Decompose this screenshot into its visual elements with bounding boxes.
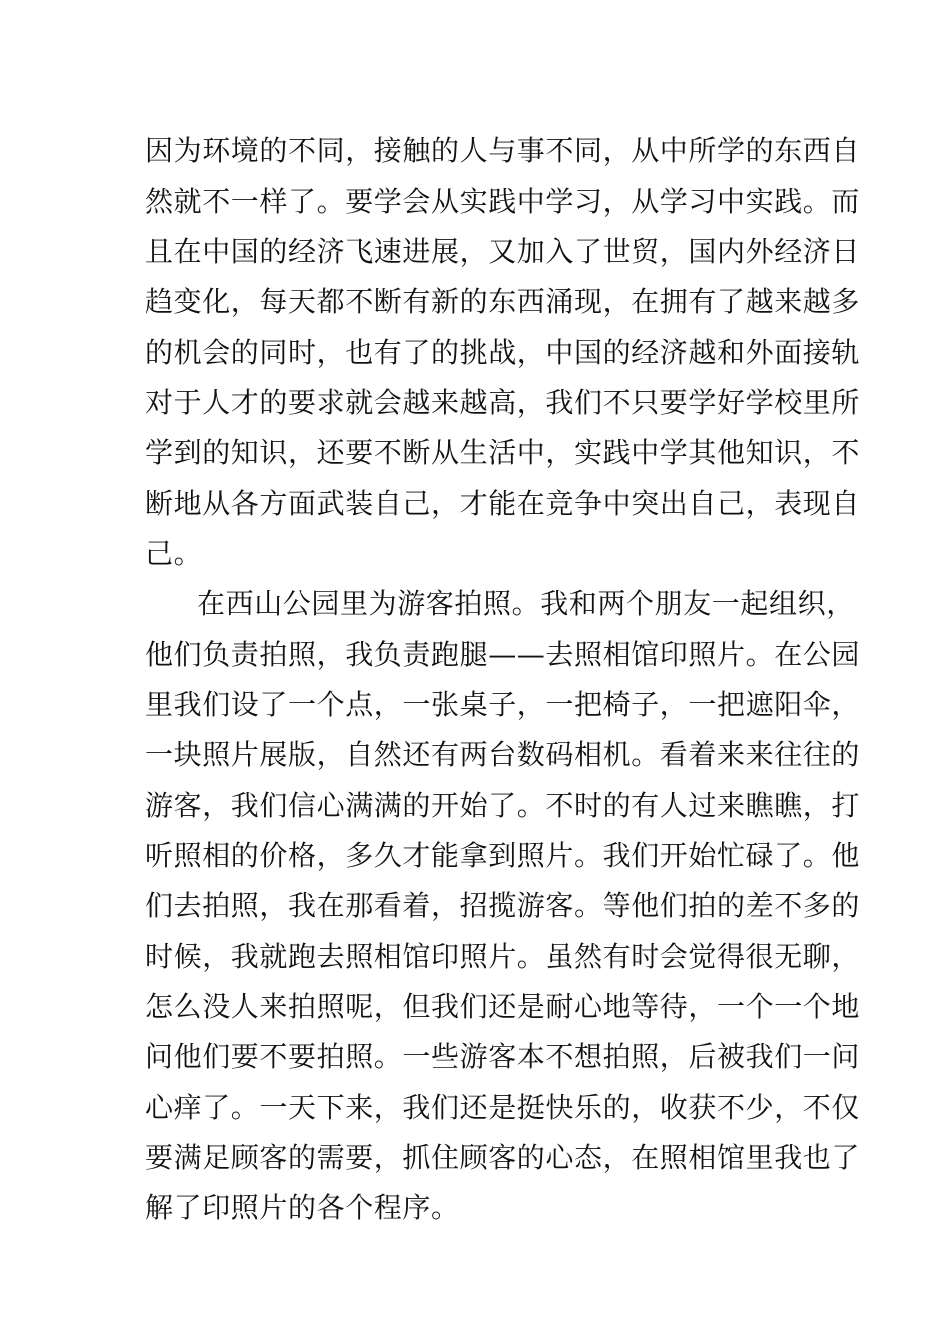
text-line: 对于人才的要求就会越来越高，我们不只要学好学校里所 (145, 386, 861, 419)
text-line: 的机会的同时，也有了的挑战，中国的经济越和外面接轨 (145, 336, 861, 369)
text-line: 因为环境的不同，接触的人与事不同，从中所学的东西自 (145, 134, 861, 167)
text-line: 他们负责拍照，我负责跑腿——去照相馆印照片。在公园 (145, 638, 861, 671)
text-line: 问他们要不要拍照。一些游客本不想拍照，后被我们一问 (145, 1040, 861, 1073)
text-line: 要满足顾客的需要，抓住顾客的心态，在照相馆里我也了 (145, 1141, 861, 1174)
text-line: 时候，我就跑去照相馆印照片。虽然有时会觉得很无聊， (145, 940, 861, 973)
text-line: 在西山公园里为游客拍照。我和两个朋友一起组织， (197, 587, 855, 620)
text-line: 学到的知识，还要不断从生活中，实践中学其他知识，不 (145, 436, 861, 469)
text-line: 解了印照片的各个程序。 (145, 1191, 460, 1224)
text-line: 听照相的价格，多久才能拿到照片。我们开始忙碌了。他 (145, 839, 861, 872)
text-line: 心痒了。一天下来，我们还是挺快乐的，收获不少，不仅 (145, 1091, 861, 1124)
text-line: 趋变化，每天都不断有新的东西涌现，在拥有了越来越多 (145, 285, 861, 318)
text-line: 游客，我们信心满满的开始了。不时的有人过来瞧瞧，打 (145, 789, 861, 822)
text-line: 且在中国的经济飞速进展，又加入了世贸，国内外经济日 (145, 235, 861, 268)
text-line: 们去拍照，我在那看着，招揽游客。等他们拍的差不多的 (145, 889, 861, 922)
text-line: 然就不一样了。要学会从实践中学习，从学习中实践。而 (145, 185, 861, 218)
text-line: 断地从各方面武装自己，才能在竞争中突出自己，表现自 (145, 487, 861, 520)
text-line: 怎么没人来拍照呢，但我们还是耐心地等待，一个一个地 (145, 990, 861, 1023)
text-line: 里我们设了一个点，一张桌子，一把椅子，一把遮阳伞， (145, 688, 861, 721)
text-line: 一块照片展版，自然还有两台数码相机。看着来来往往的 (145, 738, 861, 771)
text-line: 己。 (145, 537, 203, 570)
